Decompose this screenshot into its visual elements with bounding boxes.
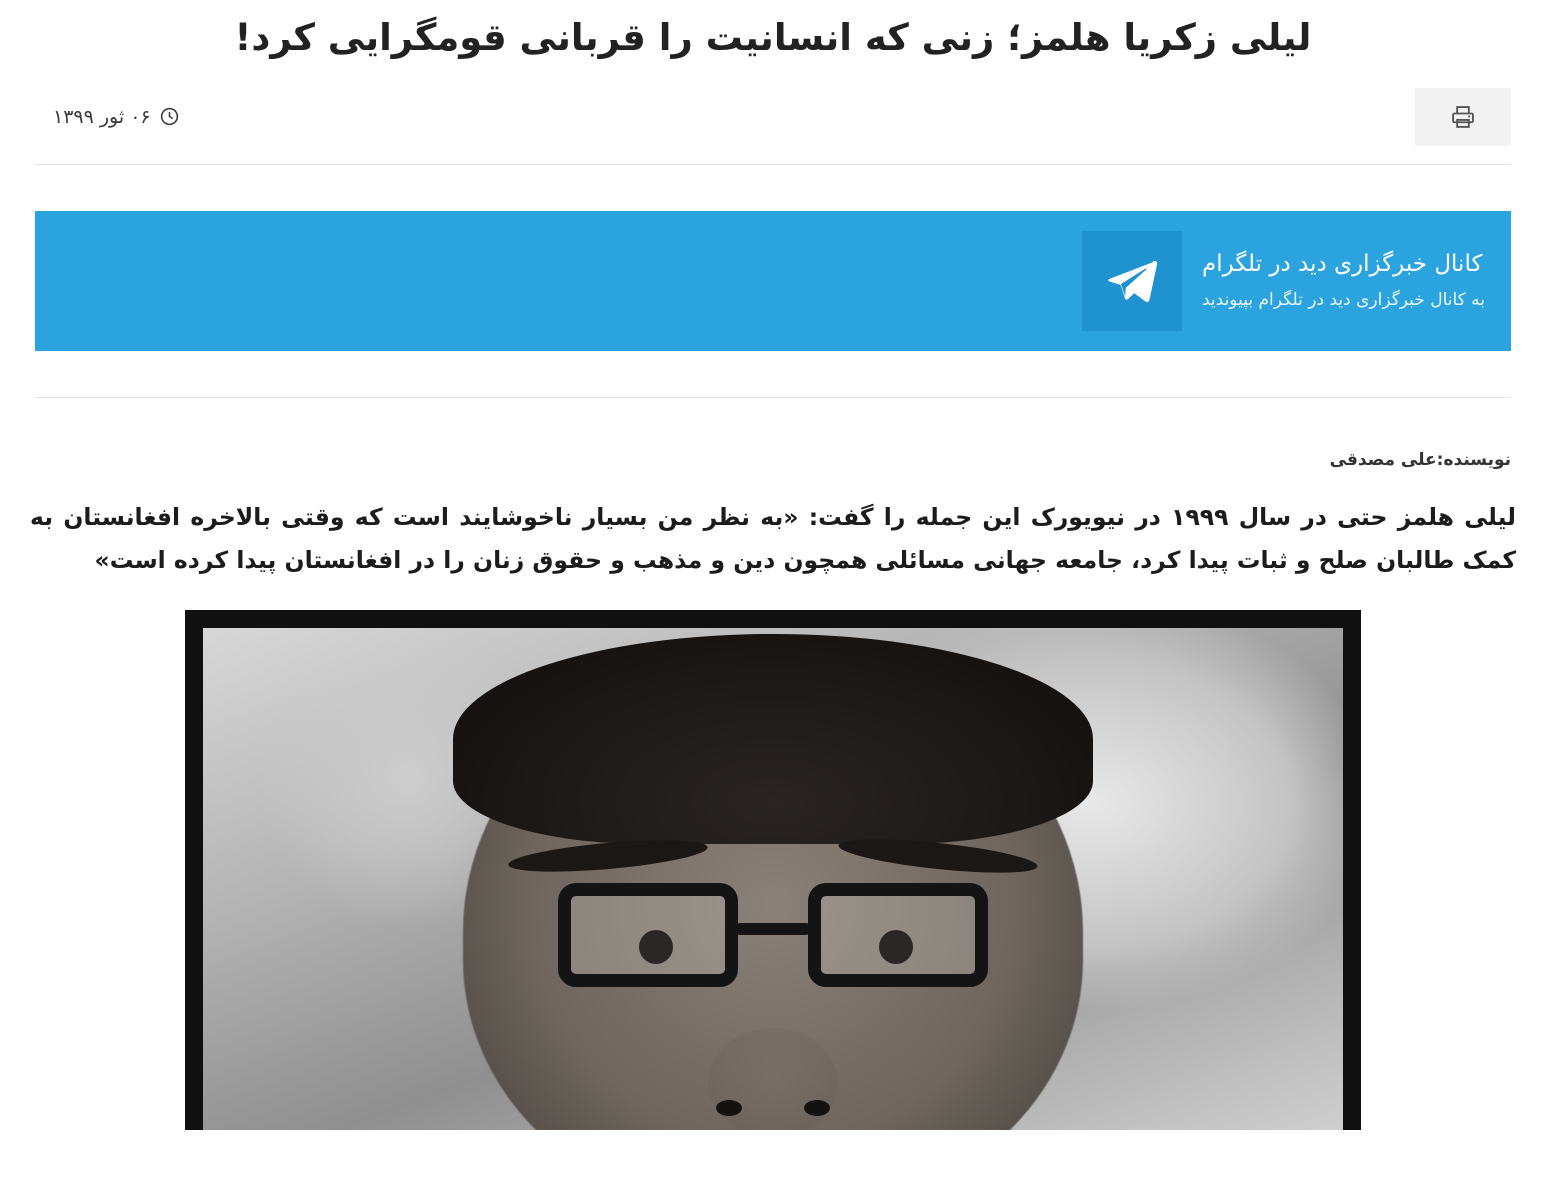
publish-date-label: ۰۶ ثور ۱۳۹۹ bbox=[53, 105, 151, 128]
glasses-bridge bbox=[736, 923, 810, 935]
glasses-lens-right bbox=[808, 883, 988, 987]
portrait-hair bbox=[453, 634, 1093, 844]
printer-icon bbox=[1449, 103, 1477, 131]
portrait-nostril-right bbox=[804, 1100, 830, 1116]
publish-date bbox=[53, 106, 180, 128]
telegram-promo-subtitle: به کانال خبرگزاری دید در تلگرام بپیوندید bbox=[1202, 290, 1485, 311]
photo-frame bbox=[185, 610, 1361, 1130]
telegram-promo-texts bbox=[1202, 246, 1511, 316]
article-author: نویسنده:علی مصدقی bbox=[1329, 449, 1511, 470]
telegram-icon bbox=[1082, 231, 1182, 331]
glasses-lens-left bbox=[558, 883, 738, 987]
telegram-promo-title: کانال خبرگزاری دید در تلگرام bbox=[1202, 250, 1483, 277]
clock-icon bbox=[159, 106, 180, 127]
portrait-nose bbox=[708, 1028, 838, 1130]
telegram-promo-banner[interactable] bbox=[35, 211, 1511, 351]
portrait-eye-left bbox=[639, 930, 673, 964]
photo-portrait bbox=[203, 628, 1343, 1130]
portrait-glasses bbox=[558, 883, 988, 993]
portrait-nostril-left bbox=[716, 1100, 742, 1116]
article-lead-paragraph: لیلی هلمز حتی در سال ۱۹۹۹ در نیویورک این جمله را گفت: «به نظر من بسیار ناخوشایند است که وقتی بالاخره افغانستان به کمک طالبان صلح و ثبات پیدا کرد، جامعه جهانی مسائلی همچون دین و مذهب و حقوق زنان را در افغانستان پیدا کرده است» bbox=[30, 502, 1517, 574]
article-image bbox=[185, 610, 1361, 1130]
article-meta-bar bbox=[35, 88, 1511, 165]
print-button[interactable] bbox=[1415, 88, 1511, 146]
section-divider bbox=[35, 397, 1511, 398]
portrait-eye-right bbox=[879, 930, 913, 964]
page-title: لیلی زکریا هلمز؛ زنی که انسانیت را قربانی قومگرایی کرد! bbox=[234, 16, 1312, 59]
